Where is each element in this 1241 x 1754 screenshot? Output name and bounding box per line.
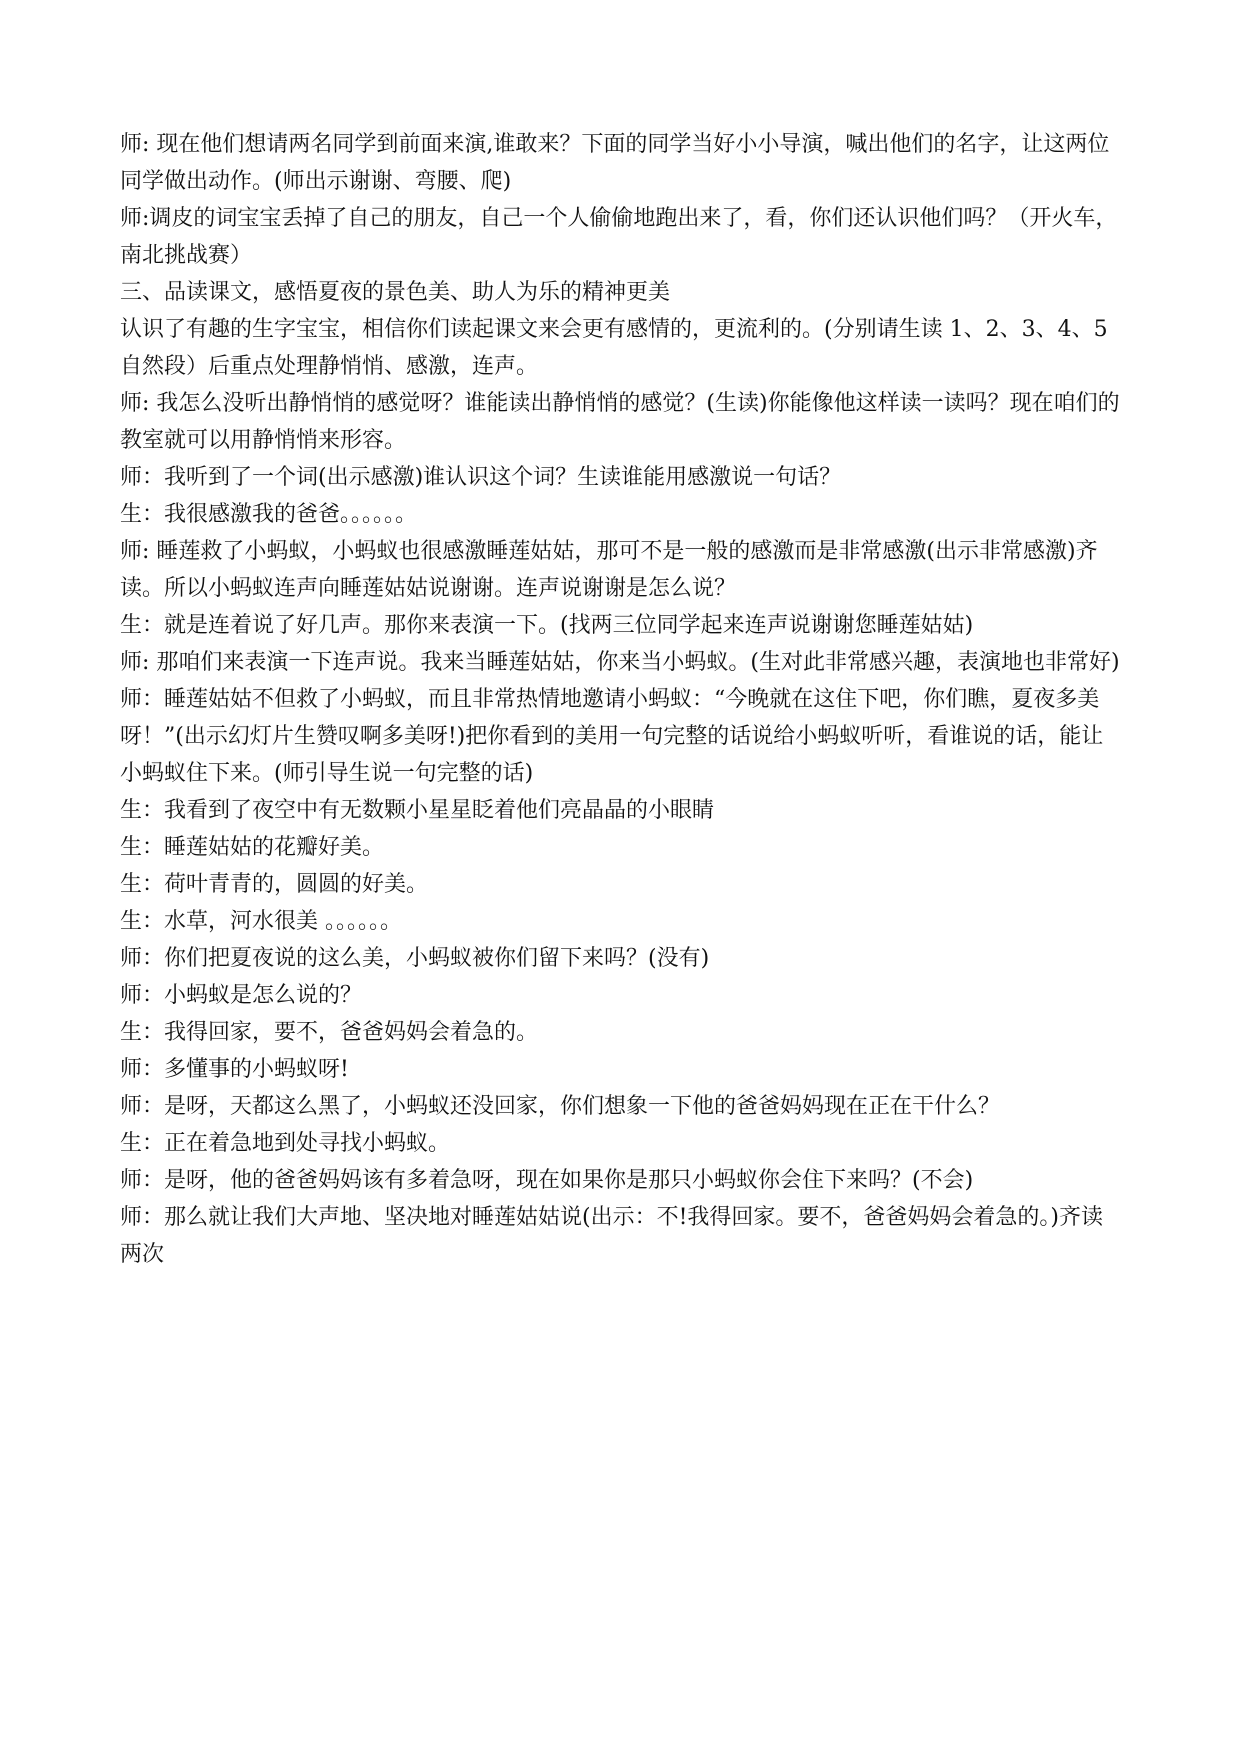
paragraph-2: 师:调皮的词宝宝丢掉了自己的朋友，自己一个人偷偷地跑出来了，看，你们还认识他们吗？（开火车，南北挑战赛） [120, 206, 1118, 268]
paragraph-4: 认识了有趣的生字宝宝，相信你们读起课文来会更有感情的，更流利的。(分别请生读 1、2、3、4、5 自然段）后重点处理静悄悄、感激，连声。 [120, 317, 1108, 379]
paragraph-20: 师：是呀，天都这么黑了，小蚂蚁还没回家，你们想象一下他的爸爸妈妈现在正在干什么？ [120, 1094, 1001, 1119]
paragraph-10: 师: 那咱们来表演一下连声说。我来当睡莲姑姑，你来当小蚂蚁。(生对此非常感兴趣，表演地也非常好) [120, 650, 1120, 675]
paragraph-21: 生：正在着急地到处寻找小蚂蚁。 [120, 1131, 451, 1156]
section-heading: 三、品读课文，感悟夏夜的景色美、助人为乐的精神更美 [120, 280, 671, 305]
paragraph-14: 生：荷叶青青的，圆圆的好美。 [120, 872, 429, 897]
paragraph-9: 生：就是连着说了好几声。那你来表演一下。(找两三位同学起来连声说谢谢您睡莲姑姑) [120, 613, 974, 638]
paragraph-16: 师：你们把夏夜说的这么美，小蚂蚁被你们留下来吗？(没有) [120, 946, 710, 971]
paragraph-18: 生：我得回家，要不，爸爸妈妈会着急的。 [120, 1020, 539, 1045]
document-body [120, 126, 1120, 1273]
paragraph-22: 师：是呀，他的爸爸妈妈该有多着急呀，现在如果你是那只小蚂蚁你会住下来吗？(不会) [120, 1168, 974, 1193]
paragraph-7: 生：我很感激我的爸爸。。。。。。 [120, 502, 418, 527]
paragraph-8: 师: 睡莲救了小蚂蚁，小蚂蚁也很感激睡莲姑姑，那可不是一般的感激而是非常感激(出示非常感激)齐读。所以小蚂蚁连声向睡莲姑姑说谢谢。连声说谢谢是怎么说？ [120, 539, 1098, 601]
paragraph-1: 师: 现在他们想请两名同学到前面来演,谁敢来？下面的同学当好小小导演，喊出他们的名字，让这两位同学做出动作。(师出示谢谢、弯腰、爬) [120, 132, 1110, 194]
paragraph-13: 生：睡莲姑姑的花瓣好美。 [120, 835, 385, 860]
paragraph-15: 生：水草，河水很美 。。。。。。 [120, 909, 402, 934]
paragraph-23: 师：那么就让我们大声地、坚决地对睡莲姑姑说(出示：不!我得回家。要不，爸爸妈妈会着急的。)齐读两次 [120, 1205, 1104, 1267]
paragraph-19: 师：多懂事的小蚂蚁呀! [120, 1057, 349, 1082]
paragraph-5: 师: 我怎么没听出静悄悄的感觉呀？谁能读出静悄悄的感觉？(生读)你能像他这样读一读吗？现在咱们的教室就可以用静悄悄来形容。 [120, 391, 1120, 453]
paragraph-17: 师：小蚂蚁是怎么说的？ [120, 983, 363, 1008]
paragraph-12: 生：我看到了夜空中有无数颗小星星眨着他们亮晶晶的小眼睛 [120, 798, 715, 823]
paragraph-11: 师：睡莲姑姑不但救了小蚂蚁，而且非常热情地邀请小蚂蚁：“今晚就在这住下吧，你们瞧，夏夜多美呀！”(出示幻灯片生赞叹啊多美呀!)把你看到的美用一句完整的话说给小蚂蚁听听，看谁说的话，能让小蚂蚁住下来。(师引导生说一句完整的话) [120, 687, 1104, 786]
paragraph-6: 师：我听到了一个词(出示感激)谁认识这个词？生读谁能用感激说一句话？ [120, 465, 842, 490]
